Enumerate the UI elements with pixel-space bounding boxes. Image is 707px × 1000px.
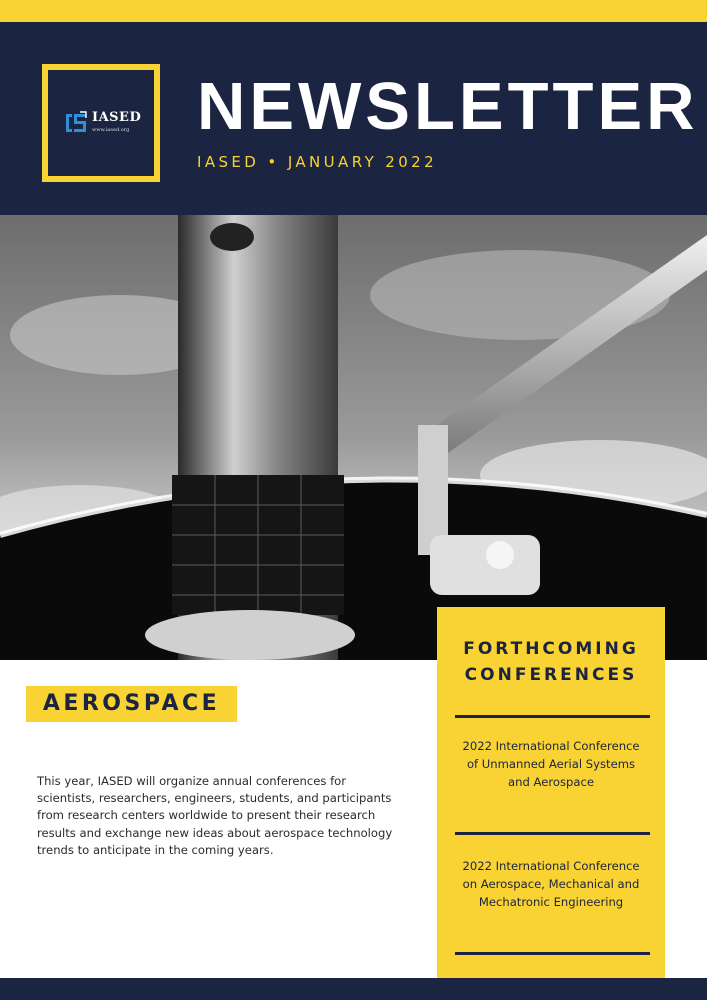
logo-brand: IASED <box>92 110 142 125</box>
conference-item-2 <box>447 858 655 911</box>
forthcoming-conferences-title <box>437 636 665 688</box>
conference-1-line3: and Aerospace <box>508 774 594 789</box>
bottom-accent-strip <box>0 978 707 1000</box>
newsletter-title: NEWSLETTER <box>197 69 699 144</box>
panel-title-line2: CONFERENCES <box>464 665 638 685</box>
divider <box>455 952 650 955</box>
conference-1-line2: of Unmanned Aerial Systems <box>466 756 636 771</box>
aerospace-section-label: AEROSPACE <box>26 686 237 722</box>
forthcoming-conferences-panel <box>437 607 665 978</box>
newsletter-subtitle: IASED • JANUARY 2022 <box>197 153 438 171</box>
conference-item-1 <box>447 738 655 791</box>
top-accent-strip <box>0 0 707 22</box>
conference-1-line1: 2022 International Conference <box>462 739 640 753</box>
conference-2-line3: Mechatronic Engineering <box>478 894 624 909</box>
newsletter-header <box>0 22 707 215</box>
divider <box>455 832 650 835</box>
panel-title-line1: FORTHCOMING <box>463 639 639 659</box>
conference-2-line2: on Aerospace, Mechanical and <box>462 876 640 891</box>
aerospace-body-text: This year, IASED will organize annual conferences for scientists, researchers, engineers, students, and participants from research centers worldwide to present their research results and exchange new ideas about aerospace technology trends to anticipate in the coming years. <box>37 774 393 857</box>
iased-logo-icon <box>63 110 89 136</box>
divider <box>455 715 650 718</box>
space-telescope-image <box>0 215 707 660</box>
conference-2-line1: 2022 International Conference <box>462 859 640 873</box>
logo-frame <box>42 64 160 182</box>
hero-image <box>0 215 707 660</box>
logo-url: www.iased.org <box>92 127 130 133</box>
